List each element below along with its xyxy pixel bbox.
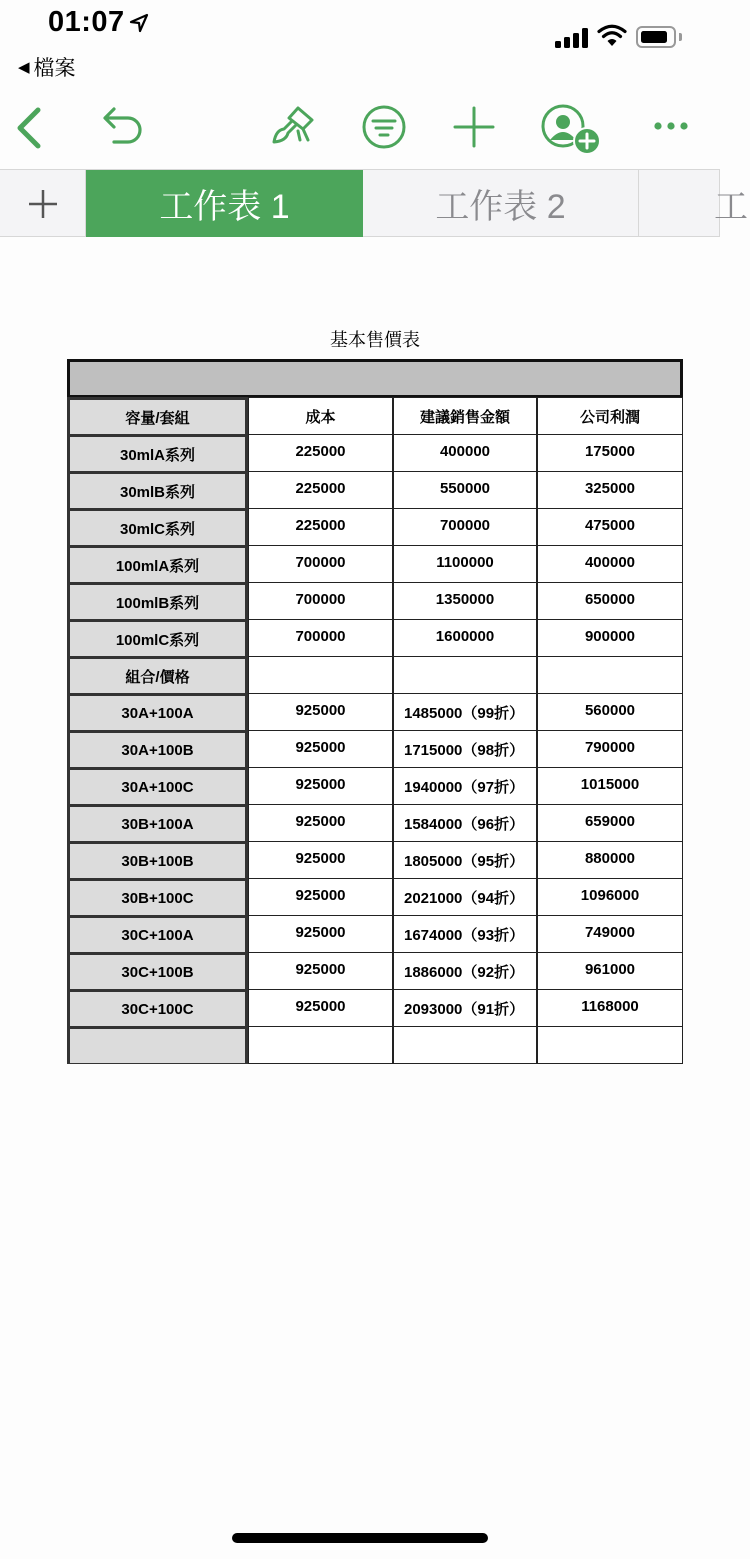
row-label-cell[interactable]: 30A+100B [67,730,248,768]
table-cell-cost[interactable]: 925000 [248,878,393,916]
table-cell-suggested-price[interactable]: 1350000 [393,582,537,620]
row-label-cell[interactable]: 30A+100A [67,693,248,731]
row-label-cell[interactable]: 30B+100B [67,841,248,879]
table-cell-suggested-price[interactable]: 1100000 [393,545,537,583]
table-cell-suggested-price[interactable]: 1600000 [393,619,537,657]
table-cell-cost[interactable]: 925000 [248,730,393,768]
table-cell-profit[interactable]: 790000 [537,730,683,768]
table-cell-profit[interactable]: 961000 [537,952,683,990]
table-cell-cost[interactable]: 925000 [248,989,393,1027]
row-label-cell[interactable]: 30B+100C [67,878,248,916]
table-cell-suggested-price[interactable] [393,1026,537,1064]
table-cell-profit[interactable]: 1015000 [537,767,683,805]
back-triangle-icon: ◀ [18,59,30,76]
table-cell-suggested-price[interactable]: 400000 [393,434,537,472]
header-cost[interactable]: 成本 [248,397,393,435]
table-cell-profit[interactable]: 659000 [537,804,683,842]
table-cell-cost[interactable]: 925000 [248,915,393,953]
row-label-cell[interactable]: 30C+100C [67,989,248,1027]
table-cell-profit[interactable]: 475000 [537,508,683,546]
sheet-tabs [0,169,748,237]
table-cell-suggested-price[interactable] [393,656,537,694]
battery-icon [636,26,676,48]
paintbrush-icon[interactable] [270,104,316,146]
undo-icon[interactable] [100,106,146,146]
home-indicator [232,1533,488,1543]
table-cell-suggested-price[interactable]: 1940000（97折） [393,767,537,805]
row-label-cell[interactable] [67,1026,248,1064]
table-cell-suggested-price[interactable]: 1584000（96折） [393,804,537,842]
wifi-icon [597,24,627,48]
table-cell-profit[interactable]: 749000 [537,915,683,953]
chevron-left-icon[interactable] [14,106,44,150]
table-cell-suggested-price[interactable]: 550000 [393,471,537,509]
plus-icon[interactable] [453,106,495,148]
table-cell-cost[interactable]: 925000 [248,804,393,842]
table-cell-profit[interactable]: 650000 [537,582,683,620]
table-cell-profit[interactable]: 325000 [537,471,683,509]
cellular-signal-icon [555,28,589,48]
table-cell-profit[interactable]: 1168000 [537,989,683,1027]
table-cell-suggested-price[interactable]: 2021000（94折） [393,878,537,916]
table-cell-cost[interactable]: 700000 [248,582,393,620]
row-label-cell[interactable]: 30B+100A [67,804,248,842]
location-arrow-icon [128,12,150,34]
table-cell-cost[interactable]: 225000 [248,434,393,472]
header-profit[interactable]: 公司利潤 [537,397,683,435]
header-capacity[interactable]: 容量/套組 [67,397,248,435]
table-cell-cost[interactable]: 700000 [248,619,393,657]
tab-sheet-2[interactable]: 工作表 2 [363,170,639,237]
table-cell-suggested-price[interactable]: 700000 [393,508,537,546]
table-cell-profit[interactable]: 175000 [537,434,683,472]
row-label-cell[interactable]: 30mlB系列 [67,471,248,509]
row-label-cell[interactable]: 100mlB系列 [67,582,248,620]
table-cell-cost[interactable]: 225000 [248,471,393,509]
table-cell-cost[interactable]: 225000 [248,508,393,546]
table-header-bar[interactable] [67,359,683,398]
back-app-label: 檔案 [33,57,76,80]
row-label-cell[interactable]: 30A+100C [67,767,248,805]
table-cell-suggested-price[interactable]: 2093000（91折） [393,989,537,1027]
filter-icon[interactable] [361,104,407,150]
table-cell-suggested-price[interactable]: 1805000（95折） [393,841,537,879]
table-cell-profit[interactable]: 900000 [537,619,683,657]
table-cell-cost[interactable]: 700000 [248,545,393,583]
row-label-cell[interactable]: 30C+100A [67,915,248,953]
table-cell-suggested-price[interactable]: 1485000（99折） [393,693,537,731]
row-label-cell[interactable]: 30mlA系列 [67,434,248,472]
header-suggested-price[interactable]: 建議銷售金額 [393,397,537,435]
table-cell-suggested-price[interactable]: 1715000（98折） [393,730,537,768]
more-icon[interactable] [652,120,690,132]
table-cell-profit[interactable] [537,1026,683,1064]
table-cell-cost[interactable]: 925000 [248,841,393,879]
tab-sheet-1[interactable]: 工作表 1 [86,170,363,237]
table-cell-cost[interactable] [248,656,393,694]
table-cell-profit[interactable]: 400000 [537,545,683,583]
table-cell-cost[interactable] [248,1026,393,1064]
table-cell-cost[interactable]: 925000 [248,767,393,805]
table-cell-profit[interactable]: 880000 [537,841,683,879]
table-cell-profit[interactable]: 560000 [537,693,683,731]
row-label-cell[interactable]: 30mlC系列 [67,508,248,546]
row-label-cell[interactable]: 100mlC系列 [67,619,248,657]
tab-sheet-3[interactable]: 工 [639,170,720,237]
table-cell-suggested-price[interactable]: 1674000（93折） [393,915,537,953]
row-label-cell[interactable]: 組合/價格 [67,656,248,694]
collaborate-icon[interactable] [541,104,603,156]
table-cell-profit[interactable]: 1096000 [537,878,683,916]
row-label-cell[interactable]: 30C+100B [67,952,248,990]
plus-icon [27,188,59,220]
table-cell-cost[interactable]: 925000 [248,693,393,731]
table-cell-profit[interactable] [537,656,683,694]
battery-cap [679,33,682,41]
add-sheet-button[interactable] [0,170,86,237]
table-title: 基本售價表 [330,330,420,350]
row-label-cell[interactable]: 100mlA系列 [67,545,248,583]
table-cell-suggested-price[interactable]: 1886000（92折） [393,952,537,990]
table-cell-cost[interactable]: 925000 [248,952,393,990]
back-to-app-link[interactable] [18,52,76,82]
status-time: 01:07 [48,6,125,38]
